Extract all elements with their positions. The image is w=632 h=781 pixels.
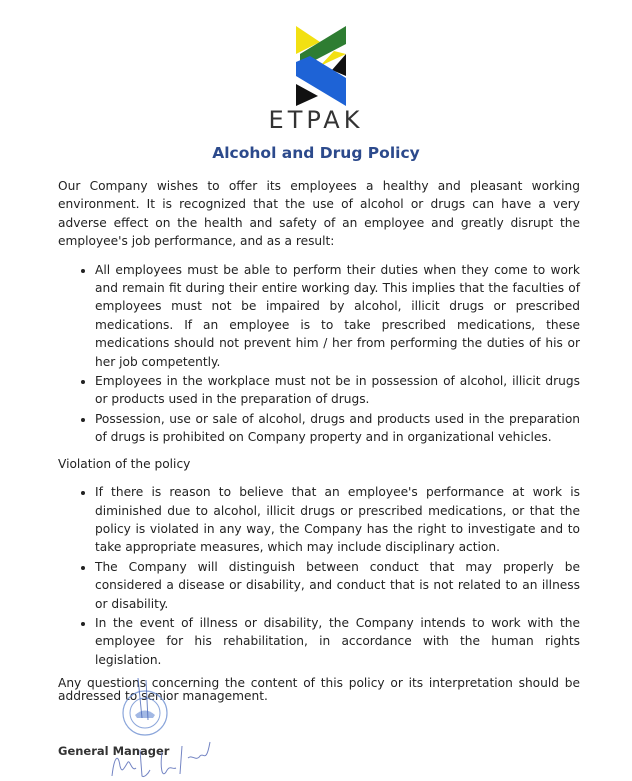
etpak-logo-icon [296, 26, 346, 106]
violation-item: • If there is reason to believe that an employee's performance at work is diminished due to alcohol, illicit drugs or prescribed medications, or that the policy is violated in any way, the Company has the right to investigate and to take appropriate measures, which may include disciplinary action. [95, 483, 580, 557]
signature-icon [110, 738, 220, 781]
rule-item: • Employees in the workplace must not be in possession of alcohol, illicit drugs or products used in the preparation of drugs. [95, 372, 580, 409]
brand-name: ETPAK [268, 106, 364, 134]
violation-item: • The Company will distinguish between conduct that may properly be considered a disease or disability, and conduct that is not related to an illness or disability. [95, 558, 580, 613]
signatory-title: General Manager [58, 744, 170, 758]
policy-body [58, 177, 580, 703]
rule-item: • Possession, use or sale of alcohol, drugs and products used in the preparation of drugs is prohibited on Company property and in organizational vehicles. [95, 410, 580, 447]
violation-item: • In the event of illness or disability, the Company intends to work with the employee for his rehabilitation, in accordance with the human rights legislation. [95, 614, 580, 669]
intro-paragraph: Our Company wishes to offer its employees a healthy and pleasant working environment. It is recognized that the use of alcohol or drugs can have a very adverse effect on the health and safety of an employee and greatly disrupt the employee's job performance, and as a result: [58, 179, 580, 249]
rules-list [58, 261, 580, 447]
page-title: Alcohol and Drug Policy [212, 144, 420, 162]
closing-paragraph: Any questions concerning the content of this policy or its interpretation should be addressed to senior management. [58, 676, 580, 704]
violation-heading: Violation of the policy [58, 456, 191, 471]
rule-item: • All employees must be able to perform their duties when they come to work and remain fit during their entire working day. This implies that the faculties of employees must not be impaired by alcohol, illicit drugs or prescribed medications. If an employee is to take prescribed medications, these medications should not prevent him / her from performing the duties of his or her job competently. [95, 261, 580, 371]
logo-black-bottom [296, 84, 318, 106]
violation-list [58, 483, 580, 669]
company-seal-icon [120, 678, 170, 738]
